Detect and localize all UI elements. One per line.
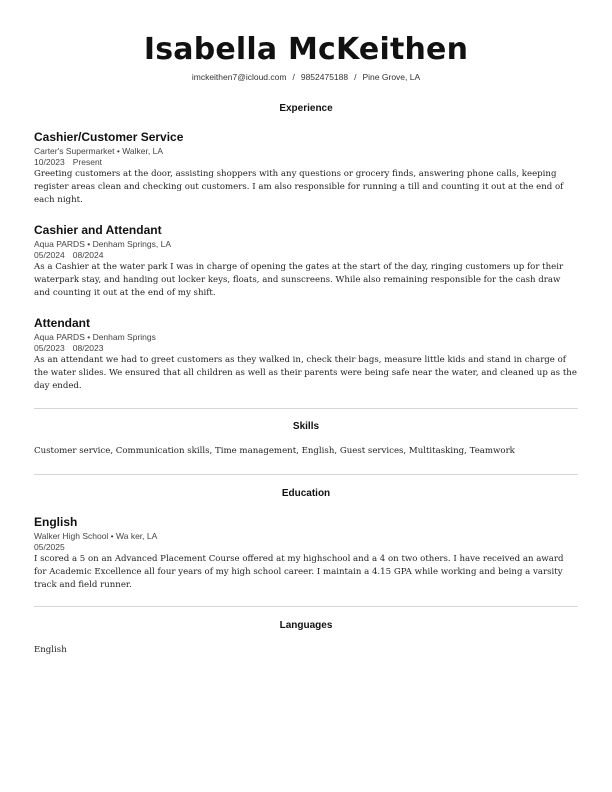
job-title: Cashier/Customer Service (34, 130, 184, 144)
email-text: imckeithen7@icloud.com (191, 72, 287, 82)
employment-dates (34, 157, 578, 168)
job-description: As an attendant we had to greet customers as they walked in, check their bags, measure little kids and stand in charge of the water slides. We ensured that all children as well as their parents were being safe near the water, and cleaned up as the day ended. (34, 355, 577, 391)
end-date: Present (72, 157, 103, 167)
start-date: 05/2023 (34, 343, 65, 353)
contact-separator: / (292, 72, 295, 82)
end-date: 08/2024 (72, 250, 104, 260)
experience-entry (34, 130, 578, 207)
employer-location: Carter's Supermarket • Walker, LA (34, 146, 163, 156)
skills-list: Customer service, Communication skills, Time management, English, Guest services, Multitasking, Teamwork (34, 446, 515, 456)
start-date: 05/2024 (34, 250, 65, 260)
languages-heading: Languages (279, 620, 333, 631)
section-divider (34, 408, 578, 409)
start-date: 10/2023 (34, 157, 65, 167)
education-description: I scored a 5 on an Advanced Placement Course offered at my highschool and a 4 on two others. I have received an award for Academic Excellence all four years of my high school career. I maintain a 4.15 GPA while working and being a varsity track and field runner. (34, 554, 564, 590)
education-entry (34, 515, 578, 592)
graduation-date: 05/2025 (34, 542, 65, 552)
location-text: Pine Grove, LA (362, 72, 421, 82)
experience-heading: Experience (279, 103, 333, 114)
job-title: Attendant (34, 316, 90, 330)
experience-entry (34, 223, 578, 300)
experience-entry (34, 316, 578, 393)
phone-text: 9852475188 (300, 72, 349, 82)
employer-location: Aqua PARDS • Denham Springs, LA (34, 239, 171, 249)
job-title: Cashier and Attendant (34, 223, 162, 237)
candidate-name: Isabella McKeithen (143, 32, 469, 67)
section-divider (34, 606, 578, 607)
languages-list: English (34, 645, 67, 655)
degree-title: English (34, 515, 78, 529)
employment-dates (34, 250, 578, 261)
section-divider (34, 474, 578, 475)
job-description: As a Cashier at the water park I was in charge of opening the gates at the start of the day, ringing customers up for their waterpark stay, and handing out locker keys, floats, and sunscreens. While also remaining responsible for the cash draw and counting it out at the end of my shift. (34, 262, 564, 298)
employment-dates (34, 343, 578, 354)
job-description: Greeting customers at the door, assisting shoppers with any questions or grocery finds, answering phone calls, keeping register areas clean and checking out customers. I am also responsible for running a till and counting it out at the end of each night. (34, 169, 564, 205)
contact-separator: / (354, 72, 357, 82)
employer-location: Aqua PARDS • Denham Springs (34, 332, 156, 342)
contact-line (0, 72, 612, 82)
end-date: 08/2023 (72, 343, 104, 353)
skills-heading: Skills (292, 421, 320, 432)
education-heading: Education (281, 488, 331, 499)
school-location: Walker High School • Wa ker, LA (34, 531, 158, 541)
